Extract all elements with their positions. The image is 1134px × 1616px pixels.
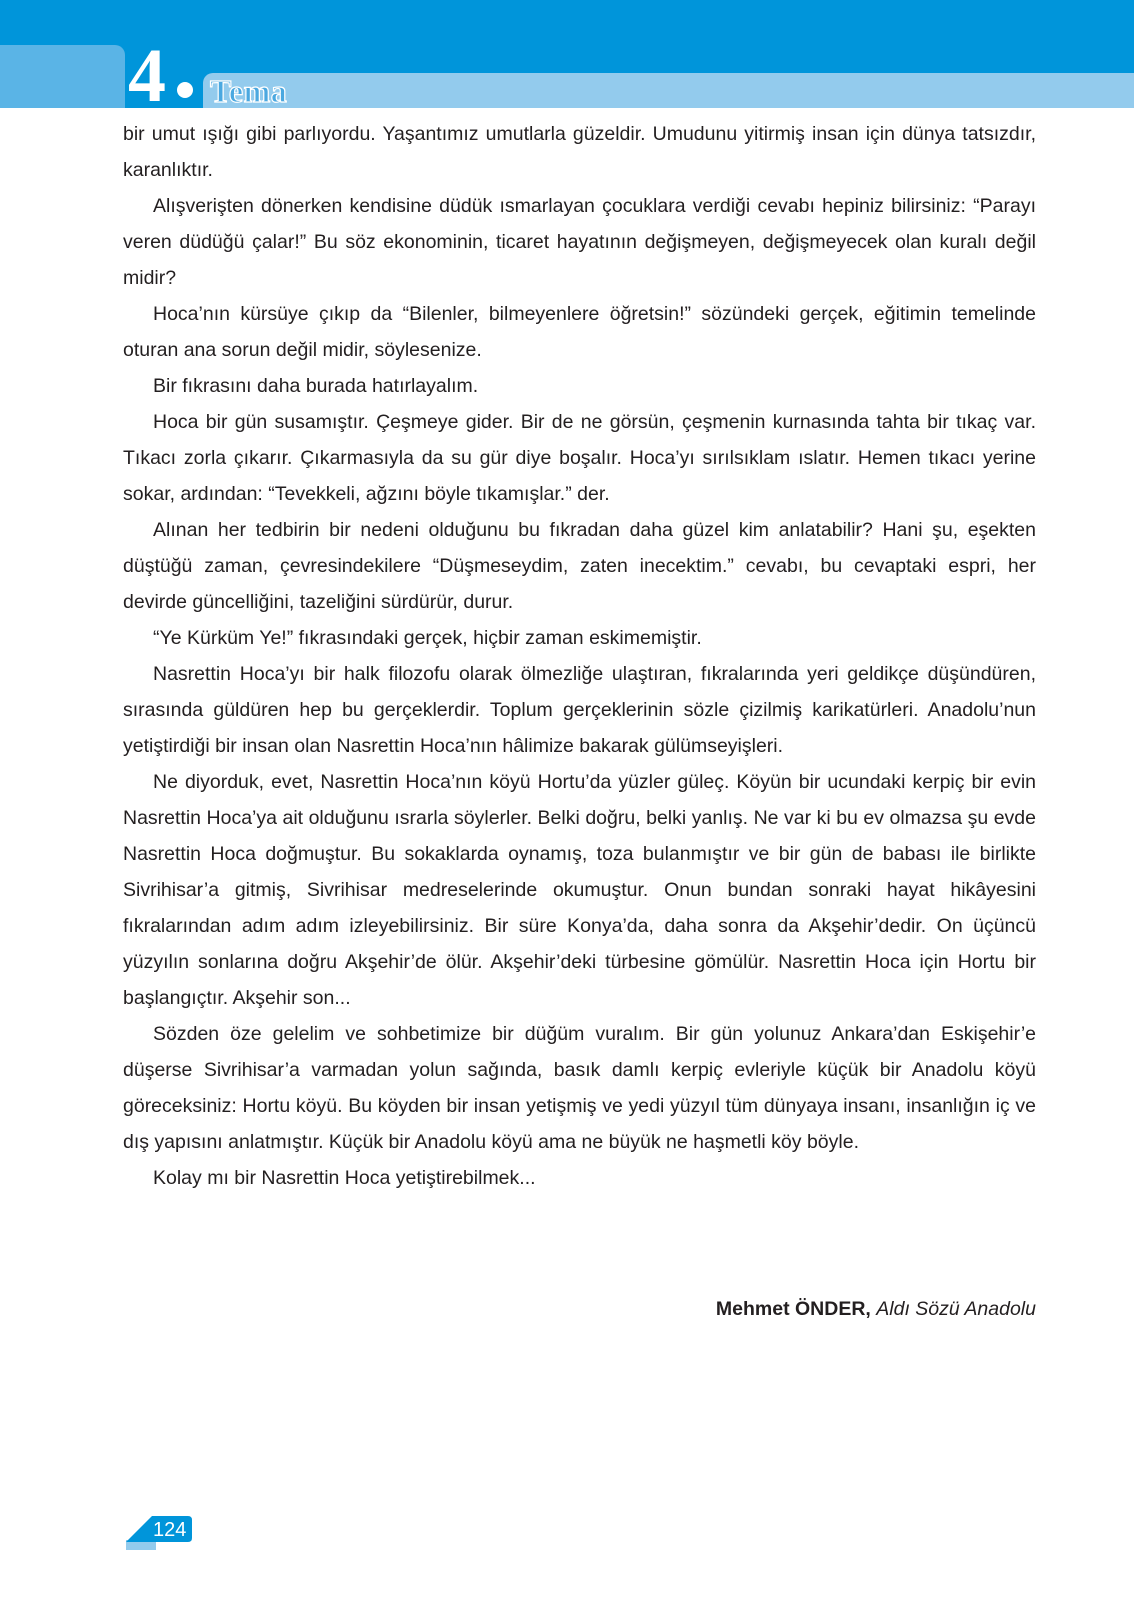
- theme-number: 4: [128, 34, 166, 118]
- attribution-author: Mehmet ÖNDER,: [715, 1298, 871, 1320]
- theme-label: Tema: [210, 73, 288, 109]
- paragraph: Hoca’nın kürsüye çıkıp da “Bilenler, bilmeyenlere öğretsin!” sözündeki gerçek, eğitimin temelinde oturan ana sorun değil midir, söylesenize.: [123, 303, 1036, 361]
- paragraph: Sözden öze gelelim ve sohbetimize bir düğüm vuralım. Bir gün yolunuz Ankara’dan Eskişehir’e düşerse Sivrihisar’a varmadan yolun sağında, basık damlı kerpiç evleriyle küçük bir Anadolu köyü göreceksiniz: Hortu köyü. Bu köyden bir insan yetişmiş ve yedi yüzyıl tüm dünyaya insanı, insanlığın iç ve dış yapısını anlatmıştır. Küçük bir Anadolu köyü ama ne büyük ne haşmetli köy böyle.: [123, 1023, 1036, 1153]
- header-subband: [203, 73, 1134, 108]
- paragraph: Nasrettin Hoca’yı bir halk filozofu olarak ölmezliğe ulaştıran, fıkralarında yeri geldikçe düşündüren, sırasında güldüren hep bu gerçeklerdir. Toplum gerçeklerinin sözle çizilmiş karikatürleri. Anadolu’nun yetiştirdiği bir insan olan Nasrettin Hoca’nın hâlimize bakarak gülümseyişleri.: [123, 663, 1036, 757]
- paragraph: bir umut ışığı gibi parlıyordu. Yaşantımız umutlarla güzeldir. Umudunu yitirmiş insan için dünya tatsızdır, karanlıktır.: [123, 123, 1036, 181]
- article-body: [123, 116, 1036, 1196]
- paragraph: Kolay mı bir Nasrettin Hoca yetiştirebilmek...: [153, 1167, 536, 1189]
- attribution-source: Aldı Sözü Anadolu: [876, 1298, 1036, 1320]
- paragraph: Alışverişten dönerken kendisine düdük ısmarlayan çocuklara verdiği cevabı hepiniz bilirsiniz: “Parayı veren düdüğü çalar!” Bu söz ekonominin, ticaret hayatının değişmeyen, değişmeyecek olan kuralı değil midir?: [123, 195, 1036, 289]
- page-number: 124: [153, 1519, 187, 1541]
- paragraph: Ne diyorduk, evet, Nasrettin Hoca’nın köyü Hortu’da yüzler güleç. Köyün bir ucundaki kerpiç bir evin Nasrettin Hoca’ya ait olduğunu ısrarla söylerler. Belki doğru, belki yanlış. Ne var ki bu ev olmazsa şu evde Nasrettin Hoca doğmuştur. Bu sokaklarda oynamış, toza bulanmıştır ve bir gün de babası ile birlikte Sivrihisar’a gitmiş, Sivrihisar medreselerinde okumuştur. Onun bundan sonraki hayat hikâyesini fıkralarından adım adım izleyebilirsiniz. Bir süre Konya’da, daha sonra da Akşehir’dedir. On üçüncü yüzyılın sonlarına doğru Akşehir’de ölür. Akşehir’deki türbesine gömülür. Nasrettin Hoca için Hortu bir başlangıçtır. Akşehir son...: [123, 771, 1036, 1009]
- paragraph: Alınan her tedbirin bir nedeni olduğunu bu fıkradan daha güzel kim anlatabilir? Hani şu, eşekten düştüğü zaman, çevresindekilere “Düşmeseydim, zaten inecektim.” cevabı, bu cevaptaki espri, her devirde güncelliğini, tazeliğini sürdürür, durur.: [123, 519, 1036, 613]
- paragraph: Hoca bir gün susamıştır. Çeşmeye gider. Bir de ne görsün, çeşmenin kurnasında tahta bir tıkaç var. Tıkacı zorla çıkarır. Çıkarmasıyla da su gür diye boşalır. Hoca’yı sırılsıklam ıslatır. Hemen tıkacı yerine sokar, ardından: “Tevekkeli, ağzını böyle tıkamışlar.” der.: [123, 411, 1036, 505]
- header-left-block: [0, 45, 125, 108]
- theme-number-dot: [177, 82, 193, 98]
- attribution: [716, 1297, 1036, 1321]
- paragraph: “Ye Kürküm Ye!” fıkrasındaki gerçek, hiçbir zaman eskimemiştir.: [153, 627, 702, 649]
- paragraph: Bir fıkrasını daha burada hatırlayalım.: [153, 375, 479, 397]
